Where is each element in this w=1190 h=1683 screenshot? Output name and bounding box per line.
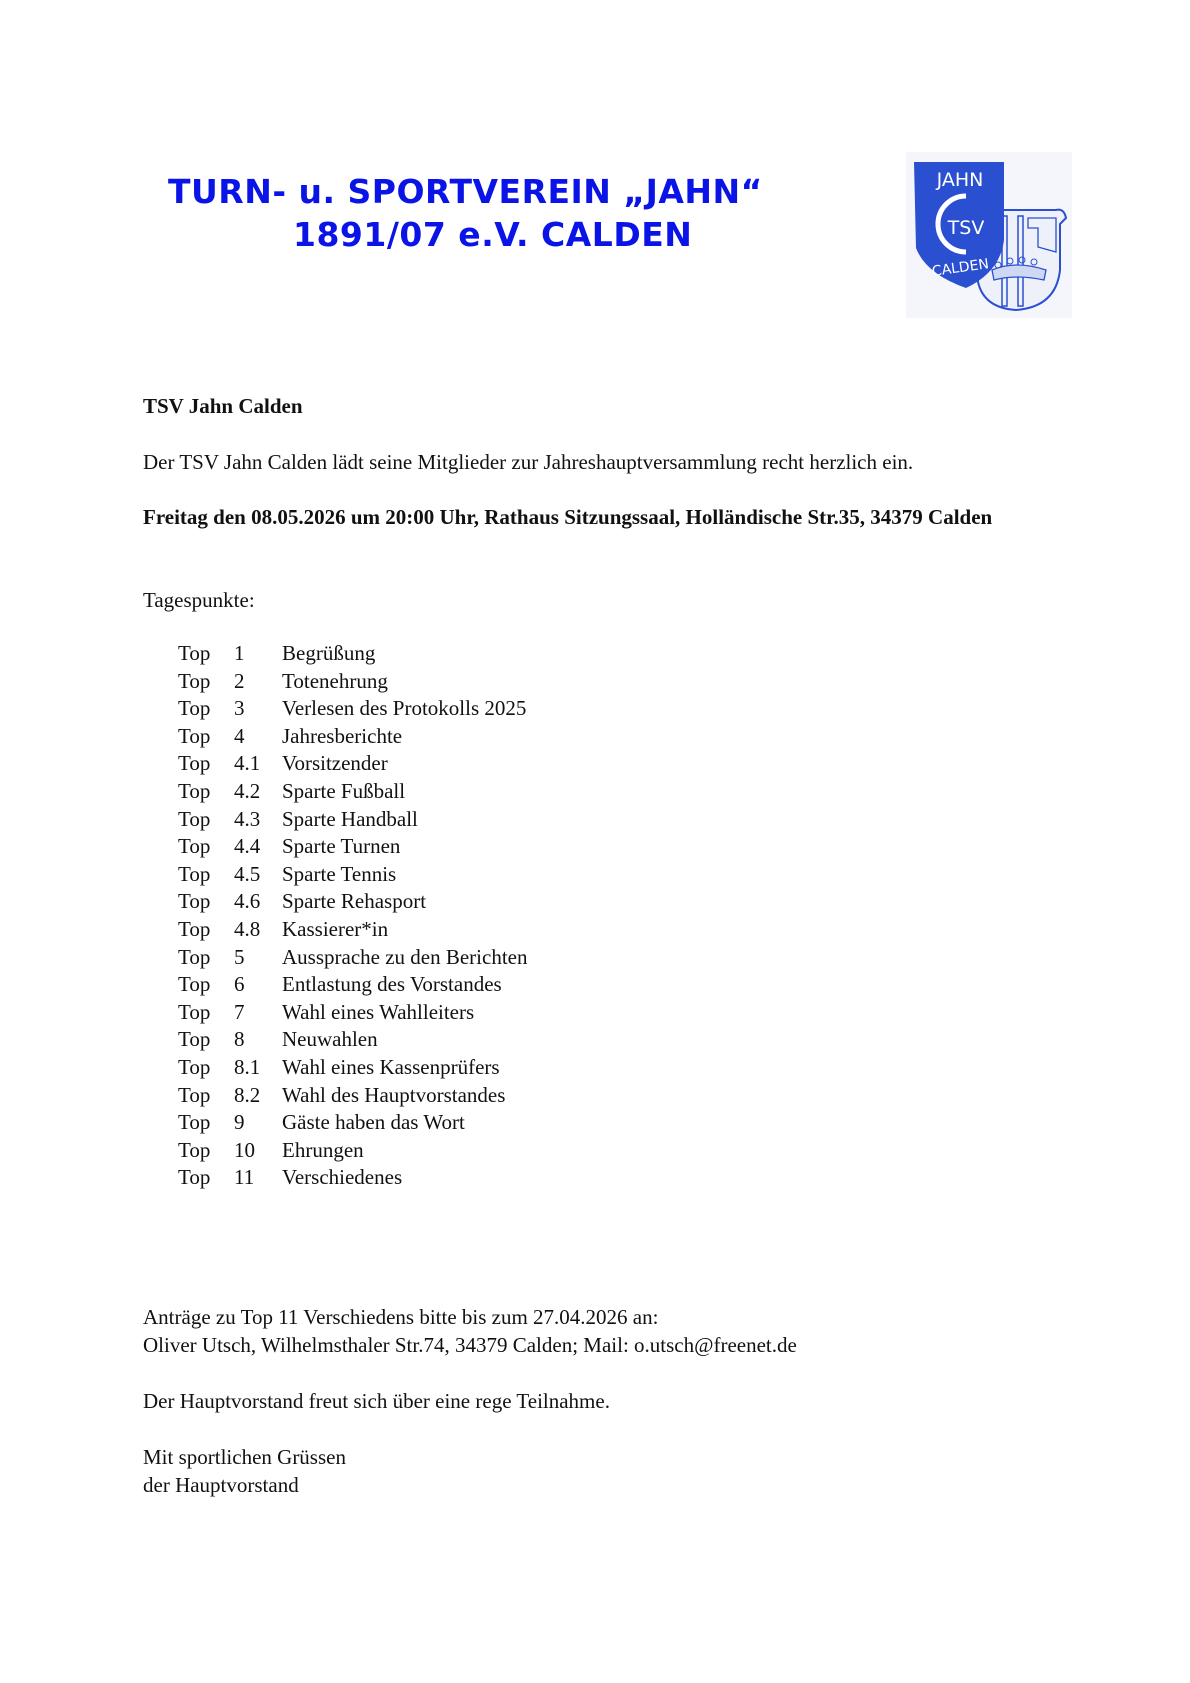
- agenda-item-text: Sparte Tennis: [282, 861, 397, 886]
- agenda-item-text: Sparte Rehasport: [282, 889, 427, 914]
- logo-text-bottom: CALDEN: [930, 256, 990, 280]
- agenda-item-text: Totenehrung: [282, 668, 388, 693]
- agenda-item-number: 8: [234, 1027, 245, 1052]
- agenda-item-text: Neuwahlen: [282, 1027, 378, 1052]
- closing-text: Der Hauptvorstand freut sich über eine rege Teilnahme.: [143, 1389, 610, 1413]
- agenda-item-text: Wahl des Hauptvorstandes: [282, 1082, 506, 1107]
- agenda-item-number: 9: [234, 1110, 245, 1135]
- agenda-item-text: Jahresberichte: [282, 723, 403, 748]
- agenda-item-number: 11: [234, 1165, 255, 1190]
- agenda-item-text: Sparte Handball: [282, 806, 418, 831]
- agenda-item-number: 7: [234, 999, 245, 1024]
- agenda-item-prefix: Top: [178, 723, 211, 748]
- agenda-item-prefix: Top: [178, 751, 211, 776]
- agenda-item-number: 3: [234, 696, 245, 721]
- agenda-item-number: 4: [234, 723, 245, 748]
- club-name: TSV Jahn Calden: [143, 394, 303, 418]
- agenda-item-prefix: Top: [178, 834, 211, 859]
- agenda-item-text: Wahl eines Wahlleiters: [282, 999, 475, 1024]
- agenda-item-number: 5: [234, 944, 245, 969]
- agenda-item-text: Entlastung des Vorstandes: [282, 972, 502, 997]
- logo-text-top: JAHN: [936, 169, 984, 191]
- agenda-item-prefix: Top: [178, 1137, 211, 1162]
- agenda-item-prefix: Top: [178, 1165, 211, 1190]
- motions-line-2: Oliver Utsch, Wilhelmsthaler Str.74, 34379 Calden; Mail: o.utsch@freenet.de: [143, 1333, 797, 1357]
- crest-icon: [906, 152, 1072, 318]
- logo-text-center: TSV: [947, 217, 985, 239]
- agenda-item-prefix: Top: [178, 668, 211, 693]
- agenda-item-number: 4.4: [234, 834, 261, 859]
- agenda-item-number: 1: [234, 641, 245, 665]
- agenda-item-prefix: Top: [178, 641, 211, 665]
- agenda-item-text: Kassierer*in: [282, 916, 389, 941]
- agenda-item-number: 4.8: [234, 916, 261, 941]
- agenda-item-prefix: Top: [178, 778, 211, 803]
- title-line-1: TURN- u. SPORTVEREIN „JAHN“: [168, 172, 763, 211]
- agenda-item-prefix: Top: [178, 696, 211, 721]
- agenda-item-text: Verlesen des Protokolls 2025: [282, 696, 527, 721]
- agenda-item-prefix: Top: [178, 944, 211, 969]
- agenda-item-number: 4.3: [234, 806, 261, 831]
- agenda-item-prefix: Top: [178, 916, 211, 941]
- agenda-item-prefix: Top: [178, 889, 211, 914]
- club-logo: [906, 152, 1072, 318]
- agenda-label: Tagespunkte:: [143, 588, 255, 612]
- signoff-line-1: Mit sportlichen Grüssen: [143, 1445, 346, 1469]
- title-line-2: 1891/07 e.V. CALDEN: [293, 215, 693, 254]
- agenda-item-number: 4.1: [234, 751, 261, 776]
- agenda-item-text: Ehrungen: [282, 1137, 364, 1162]
- agenda-item-number: 8.2: [234, 1082, 261, 1107]
- agenda-item-text: Wahl eines Kassenprüfers: [282, 1054, 500, 1079]
- agenda-item-prefix: Top: [178, 999, 211, 1024]
- agenda-item-number: 10: [234, 1137, 255, 1162]
- agenda-item-number: 2: [234, 668, 245, 693]
- agenda-item-text: Gäste haben das Wort: [282, 1110, 465, 1135]
- agenda-item-number: 8.1: [234, 1054, 261, 1079]
- agenda-item-prefix: Top: [178, 861, 211, 886]
- agenda-item-prefix: Top: [178, 972, 211, 997]
- agenda-item-text: Begrüßung: [282, 641, 376, 665]
- meeting-date-location: Freitag den 08.05.2026 um 20:00 Uhr, Rathaus Sitzungssaal, Holländische Str.35, 34379 Calden: [143, 505, 993, 529]
- agenda-item-number: 4.6: [234, 889, 261, 914]
- motions-line-1: Anträge zu Top 11 Verschiedens bitte bis zum 27.04.2026 an:: [143, 1305, 659, 1329]
- agenda-item-text: Verschiedenes: [282, 1165, 403, 1190]
- agenda-item-text: Sparte Fußball: [282, 778, 406, 803]
- invitation-text: Der TSV Jahn Calden lädt seine Mitglieder zur Jahreshauptversammlung recht herzlich ein.: [143, 450, 914, 474]
- agenda-item-number: 6: [234, 972, 245, 997]
- agenda-item-prefix: Top: [178, 1027, 211, 1052]
- agenda-item-prefix: Top: [178, 1082, 211, 1107]
- agenda-item-text: Sparte Turnen: [282, 834, 401, 859]
- agenda-item-prefix: Top: [178, 1054, 211, 1079]
- signoff-line-2: der Hauptvorstand: [143, 1473, 299, 1497]
- agenda-item-text: Aussprache zu den Berichten: [282, 944, 528, 969]
- agenda-item-number: 4.5: [234, 861, 261, 886]
- agenda-item-number: 4.2: [234, 778, 261, 803]
- agenda-item-prefix: Top: [178, 806, 211, 831]
- agenda-item-text: Vorsitzender: [282, 751, 388, 776]
- agenda-item-prefix: Top: [178, 1110, 211, 1135]
